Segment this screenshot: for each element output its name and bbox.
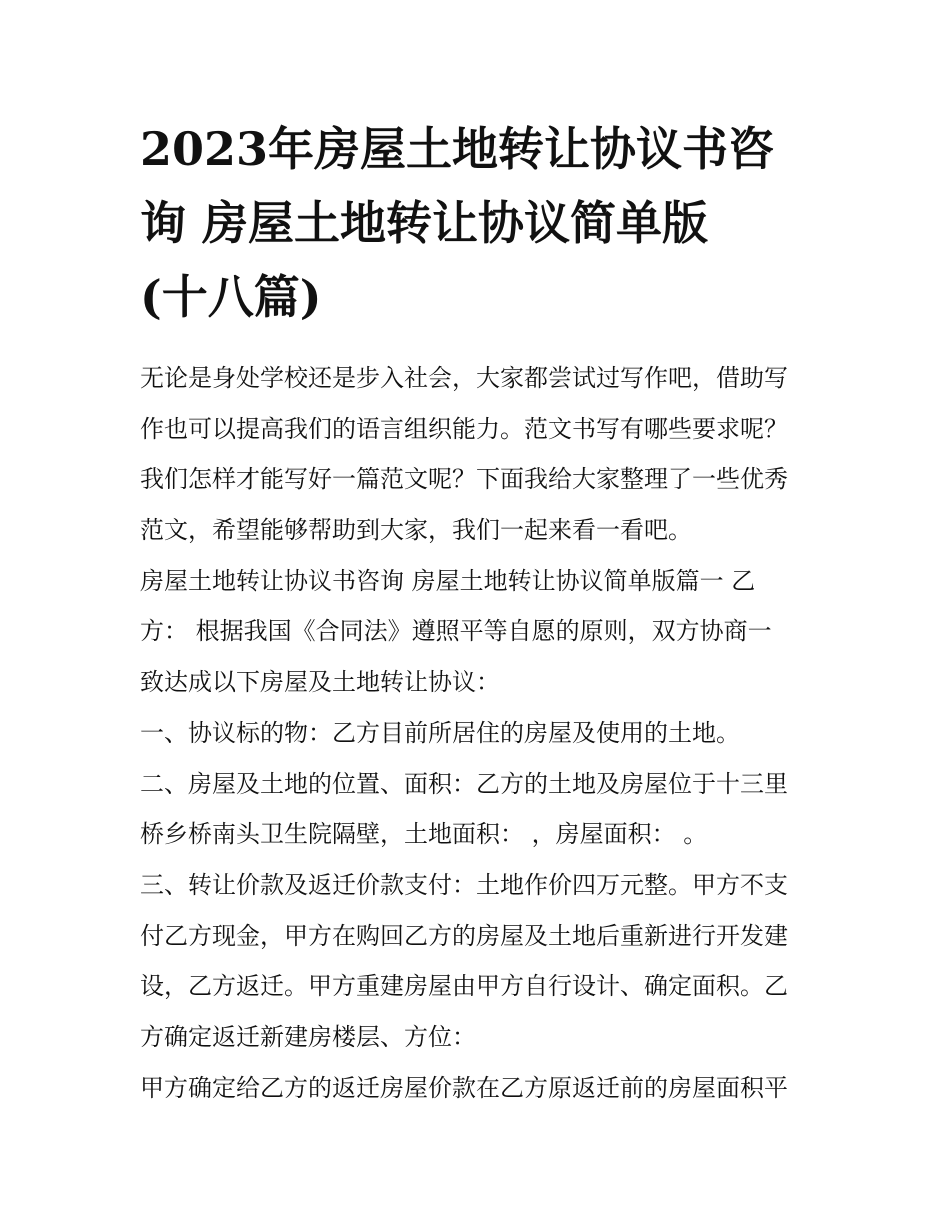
document-body — [140, 353, 830, 1113]
body-line-5: 房屋土地转让协议书咨询 房屋土地转让协议简单版篇一 乙 — [140, 566, 756, 595]
body-line-2: 作也可以提高我们的语言组织能力。范文书写有哪些要求呢？ — [140, 414, 788, 443]
title-line-3: (十八篇) — [140, 270, 322, 324]
body-line-9: 二、房屋及土地的位置、面积：乙方的土地及房屋位于十三里 — [140, 769, 788, 798]
body-line-14: 方确定返迁新建房楼层、方位： — [140, 1022, 476, 1051]
body-line-1: 无论是身处学校还是步入社会，大家都尝试过写作吧，借助写 — [140, 364, 788, 392]
body-line-8: 一、协议标的物：乙方目前所居住的房屋及使用的土地。 — [140, 718, 740, 747]
body-line-7: 致达成以下房屋及土地转让协议： — [140, 668, 500, 697]
body-line-12: 付乙方现金，甲方在购回乙方的房屋及土地后重新进行开发建 — [140, 921, 788, 950]
body-line-13: 设，乙方返迁。甲方重建房屋由甲方自行设计、确定面积。乙 — [140, 972, 788, 1001]
body-line-15: 甲方确定给乙方的返迁房屋价款在乙方原返迁前的房屋面积平 — [140, 1073, 788, 1102]
body-line-4: 范文，希望能够帮助到大家，我们一起来看一看吧。 — [140, 516, 692, 545]
body-line-10: 桥乡桥南头卫生院隔壁，土地面积： ，房屋面积： 。 — [140, 820, 708, 849]
title-line-2: 询 房屋土地转让协议简单版 — [140, 196, 709, 250]
body-line-6: 方： 根据我国《合同法》遵照平等自愿的原则，双方协商一 — [140, 617, 772, 646]
document-title — [140, 112, 830, 334]
body-line-11: 三、转让价款及返迁价款支付：土地作价四万元整。甲方不支 — [140, 870, 788, 899]
title-line-1: 2023年房屋土地转让协议书咨 — [140, 122, 775, 176]
body-line-3: 我们怎样才能写好一篇范文呢？下面我给大家整理了一些优秀 — [140, 465, 788, 494]
